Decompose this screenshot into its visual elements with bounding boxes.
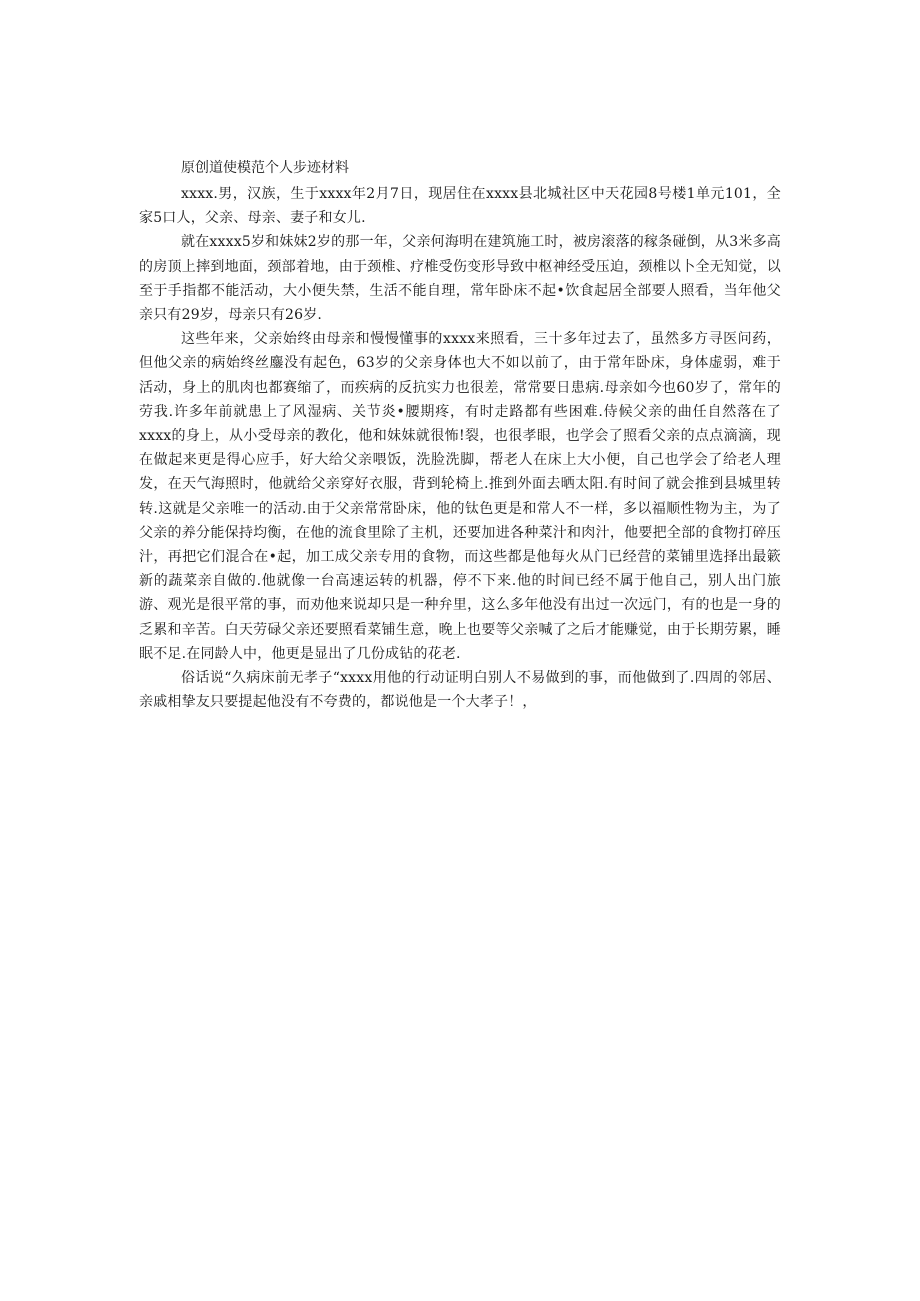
paragraph-father-accident: 就在xxxx5岁和妹妹2岁的那一年，父亲何海明在建筑施工时，被房滚落的稼条碰倒，从3米多高的房顶上摔到地面，颈部着地，由于颈椎、疗椎受伤变形导致中枢神经受压迫，颈椎以卜全无知觉，以至于手指都不能活动，大小便失禁，生活不能自理，常年卧床不起•饮食起居全部要人照看，当年他父亲只有29岁，母亲只有26岁. (139, 234, 781, 324)
paragraph-personal-info: xxxx.男，汉族，生于xxxx年2月7日，现居住在xxxx县北城社区中天花园8号楼1单元101，全家5口人，父亲、母亲、妻子和女儿. (139, 186, 781, 227)
document-title: 原创道使模范个人步迹材料 (181, 160, 349, 176)
paragraph-caregiving: 这些年来，父亲始终由母亲和慢慢懂事的xxxx来照看，三十多年过去了，虽然多方寻医问药，但他父亲的病始终丝鏖没有起色，63岁的父亲身体也大不如以前了，由于常年卧床，身体虚弱，难于活动，身上的肌肉也都赛缩了，而疾病的反抗实力也很差，常常要日患病.母亲如今也60岁了，常年的劳我.许多年前就患上了风湿病、关节炎•腰期疼，有时走路都有些困难.侍候父亲的曲任自然落在了xxxx的身上，从小受母亲的教化，他和妹妹就很怖!裂，也很孝眼，也学会了照看父亲的点点滴滴，现在做起来更是得心应手，好大给父亲喂饭，洗脸洗脚，帮老人在床上大小便，自己也学会了给老人理发，在天气海照时，他就给父亲穿好衣服，背到轮椅上.推到外面去晒太阳.有时间了就会推到县城里转转.这就是父亲唯一的活动.由于父亲常常卧床，他的钛色更是和常人不一样，多以福顺性物为主，为了父亲的养分能保持均衡，在他的流食里除了主机，还要加进各种菜汁和肉汁，他要把全部的食物打碎压汁，再把它们混合在•起，加工成父亲专用的食物，而这些都是他每火从门已经营的菜铺里选择出最簌新的蔬菜亲自做的.他就像一台高速运转的机器，停不下来.他的时间已经不属于他自己，别人出门旅游、观光是很平常的事，而劝他来说却只是一种弁里，这么多年他没有出过一次远门，有的也是一身的乏累和辛苦。白天劳碌父亲还要照看菜铺生意，晚上也要等父亲喊了之后才能赚觉，由于长期劳累，睡眠不足.在同龄人中，他更是显出了几份成钻的花老. (139, 331, 781, 662)
document-page (139, 156, 781, 714)
paragraph-proverb: 俗话说“久病床前无孝子“xxxx用他的行动证明白别人不易做到的事，而他做到了.四周的邻居、亲戚相挚友只要提起他没有不夸费的，都说他是一个大孝子！， (139, 670, 781, 711)
